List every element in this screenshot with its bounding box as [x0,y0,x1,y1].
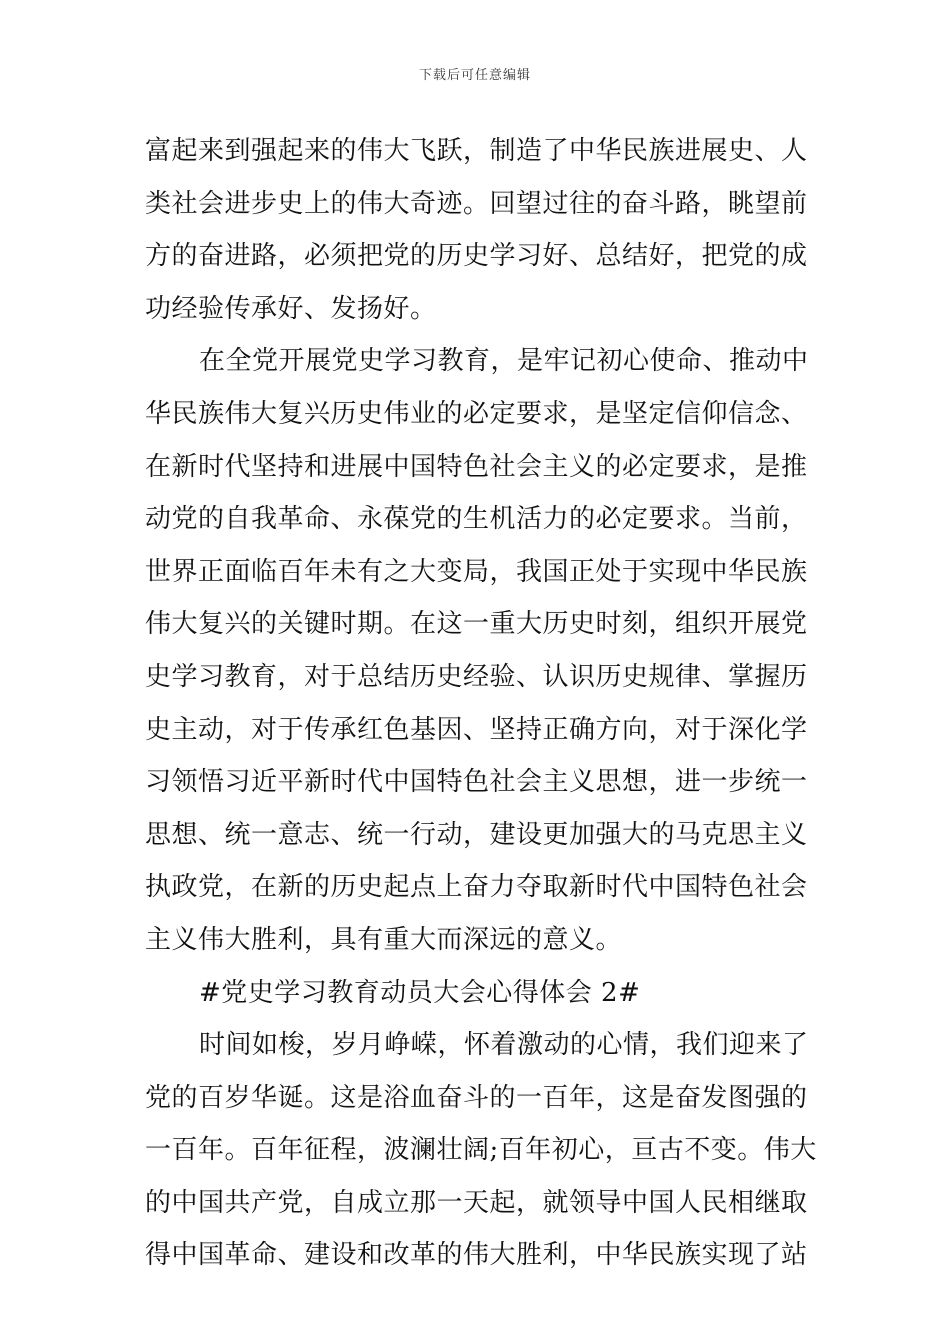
document-body [145,125,817,1282]
paragraph-start-line: 在全党开展党史学习教育，是牢记初心使命、推动中 [199,346,809,377]
text-line: 思想、统一意志、统一行动，建设更加强大的马克思主义 [145,819,808,850]
text-line: 的中国共产党，自成立那一天起，就领导中国人民相继取 [145,1187,808,1218]
text-line: 执政党，在新的历史起点上奋力夺取新时代中国特色社会 [145,872,808,903]
text-line: 得中国革命、建设和改革的伟大胜利，中华民族实现了站 [145,1240,808,1271]
text-line: 世界正面临百年未有之大变局，我国正处于实现中华民族 [145,556,808,587]
text-line: 史主动，对于传承红色基因、坚持正确方向，对于深化学 [145,714,808,745]
text-line: 富起来到强起来的伟大飞跃，制造了中华民族进展史、人 [145,136,808,166]
text-line: 习领悟习近平新时代中国特色社会主义思想，进一步统一 [145,767,808,798]
paragraph-start-line: 时间如梭，岁月峥嵘，怀着激动的心情，我们迎来了 [199,1030,809,1061]
text-line: 在新时代坚持和进展中国特色社会主义的必定要求，是推 [145,451,808,482]
section-heading: #党史学习教育动员大会心得体会 2# [199,977,641,1008]
page-header: 下载后可任意编辑 [418,68,531,83]
text-line: 党的百岁华诞。这是浴血奋斗的一百年，这是奋发图强的 [145,1082,808,1113]
text-line: 方的奋进路，必须把党的历史学习好、总结好，把党的成 [145,241,808,272]
text-line: 史学习教育，对于总结历史经验、认识历史规律、掌握历 [145,661,808,692]
text-line: 功经验传承好、发扬好。 [145,293,437,324]
text-line: 伟大复兴的关键时期。在这一重大历史时刻，组织开展党 [145,609,808,640]
text-line: 主义伟大胜利，具有重大而深远的意义。 [145,924,623,955]
text-line: 动党的自我革命、永葆党的生机活力的必定要求。当前， [145,504,808,535]
text-line: 类社会进步史上的伟大奇迹。回望过往的奋斗路，眺望前 [145,188,808,219]
text-line: 华民族伟大复兴历史伟业的必定要求，是坚定信仰信念、 [145,398,808,429]
text-line: 一百年。百年征程，波澜壮阔;百年初心，亘古不变。伟大 [145,1135,817,1166]
